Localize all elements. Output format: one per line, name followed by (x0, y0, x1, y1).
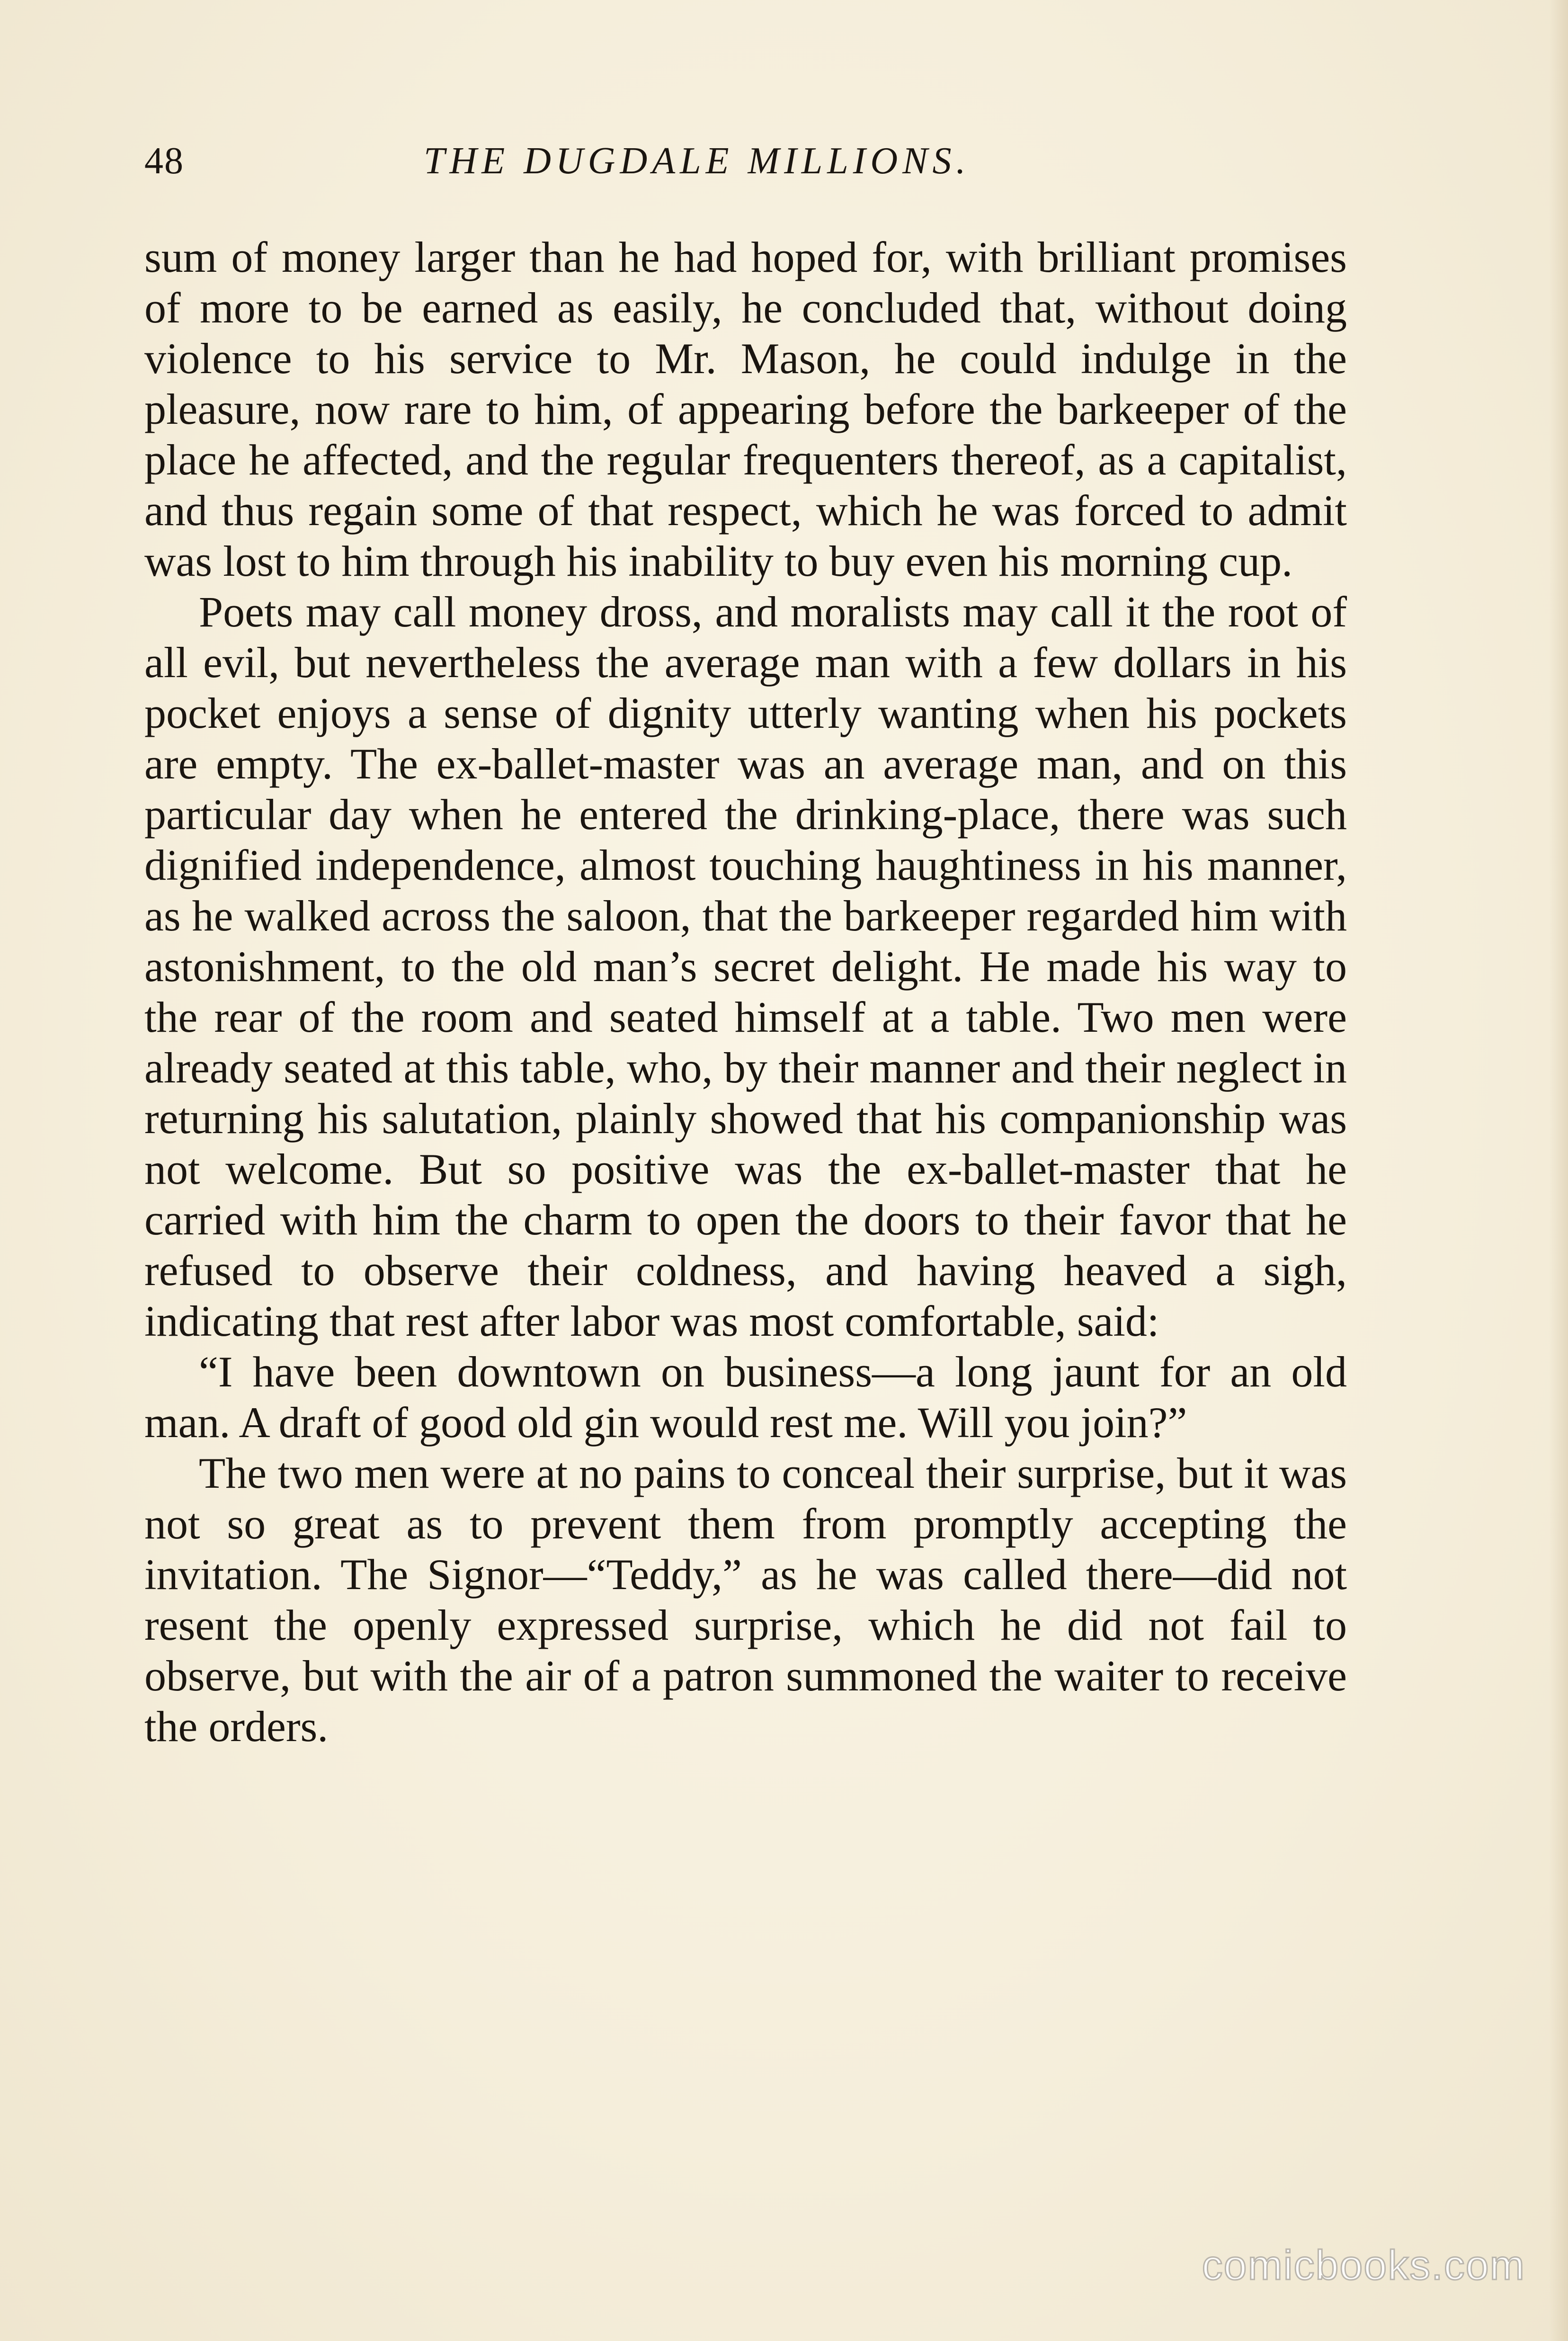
running-head: THE DUGDALE MILLIONS. (424, 140, 971, 182)
body-text (144, 232, 1347, 1752)
paragraph-2: Poets may call money dross, and moralists may call it the root of all evil, but nevertheless the average man with a few dollars in his pocket enjoys a sense of dignity utterly wanting when his pockets are empty. The ex-ballet-master was an average man, and on this particular day when he entered the drinking-place, there was such dignified independence, almost touching haughtiness in his manner, as he walked across the saloon, that the barkeeper regarded him with astonishment, to the old man’s secret delight. He made his way to the rear of the room and seated himself at a table. Two men were already seated at this table, who, by their manner and their neglect in returning his salutation, plainly showed that his companionship was not welcome. But so positive was the ex-ballet-master that he carried with him the charm to open the doors to their favor that he refused to observe their coldness, and having heaved a sigh, indicating that rest after labor was most comfortable, said: (144, 588, 1347, 1345)
paragraph-4: The two men were at no pains to conceal their surprise, but it was not so great as to prevent them from promptly accepting the invitation. The Signor—“Teddy,” as he was called there—did not resent the openly expressed surprise, which he did not fail to observe, but with the air of a patron summoned the waiter to receive the orders. (144, 1449, 1347, 1751)
page-number: 48 (144, 140, 184, 182)
site-watermark: comicbooks.com (1202, 2242, 1525, 2288)
page-edge-shadow (1549, 0, 1568, 2341)
paragraph-3: “I have been downtown on business—a long jaunt for an old man. A draft of good old gin would rest me. Will you join?” (144, 1348, 1347, 1447)
page-header (144, 135, 1347, 187)
paragraph-1: sum of money larger than he had hoped for, with brilliant promises of more to be earned as easily, he concluded that, without doing violence to his service to Mr. Mason, he could indulge in the pleasure, now rare to him, of appearing before the barkeeper of the place he affected, and the regular frequenters thereof, as a capitalist, and thus regain some of that respect, which he was forced to admit was lost to him through his inability to buy even his morning cup. (144, 233, 1347, 585)
